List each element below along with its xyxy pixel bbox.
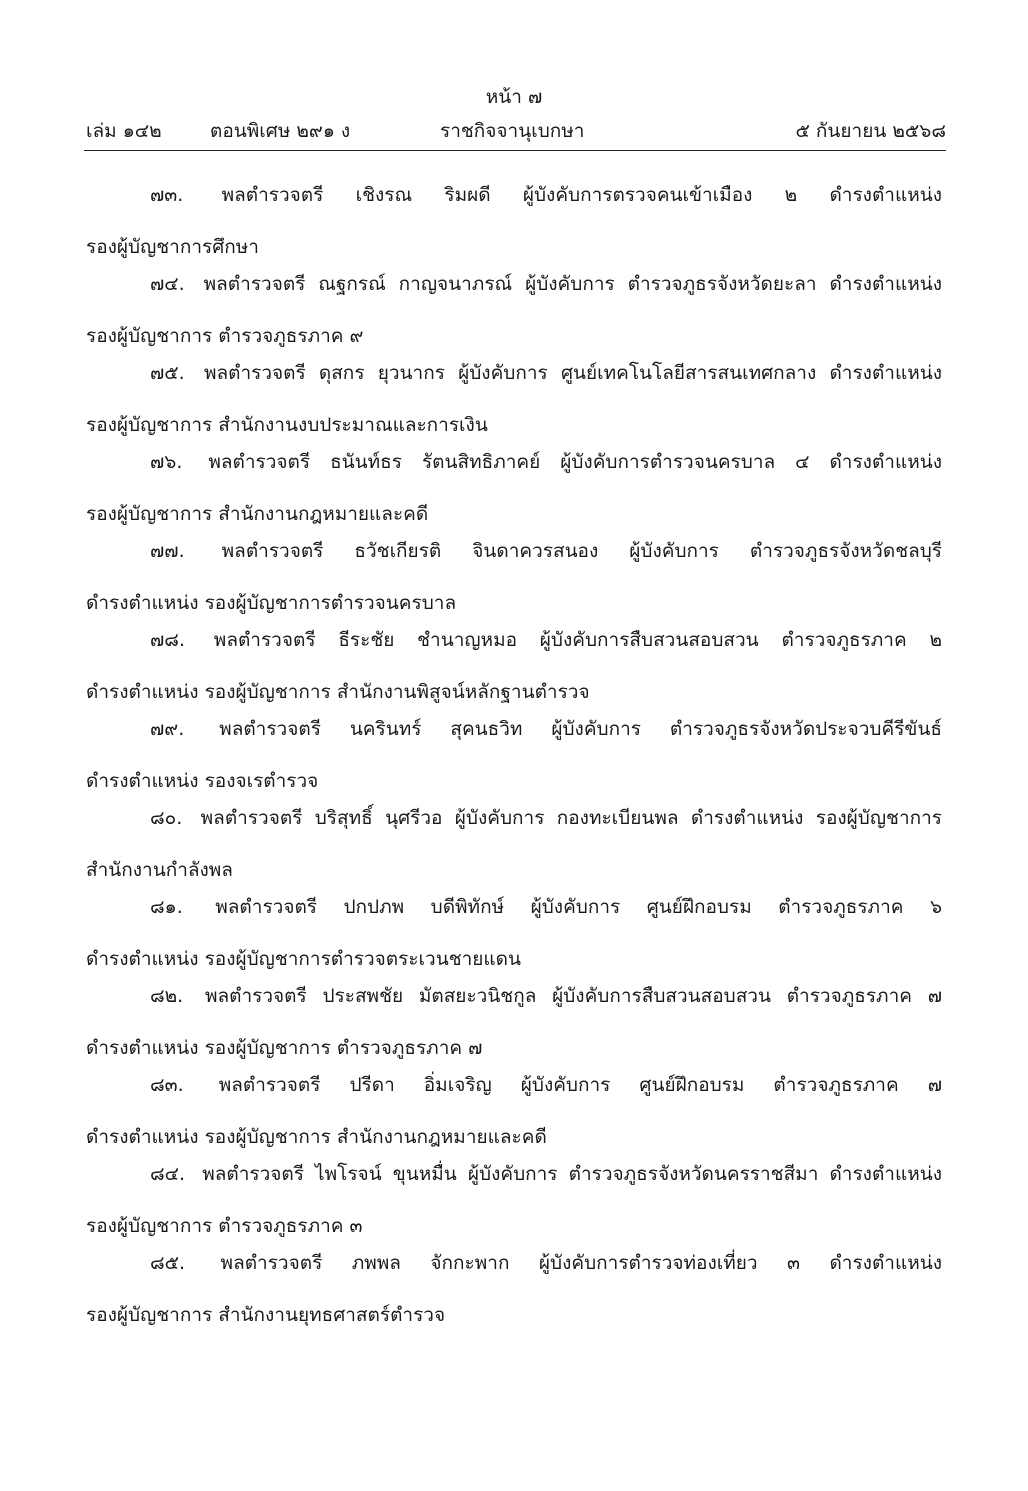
item-number: ๗๓. [150,184,184,206]
appointment-item [86,445,942,534]
page-number: หน้า ๗ [485,86,543,108]
appointment-position: รองผู้บัญชาการ สำนักงานงบประมาณและการเงิน [86,414,488,436]
appointment-item [86,1246,942,1335]
appointment-text: พลตำรวจตรี ภพพล จักกะพาก ผู้บังคับการตำรวจท่องเที่ยว ๓ ดำรงตำแหน่ง [220,1252,942,1274]
appointment-first-line [86,178,942,212]
appointment-item [86,534,942,623]
header-divider [84,150,946,151]
appointment-first-line [86,801,942,835]
appointment-list [86,178,942,1335]
appointment-text: พลตำรวจตรี ธนันท์ธร รัตนสิทธิภาคย์ ผู้บังคับการตำรวจนครบาล ๔ ดำรงตำแหน่ง [208,451,942,473]
appointment-position: รองผู้บัญชาการศึกษา [86,236,259,258]
appointment-item [86,801,942,890]
appointment-item [86,1157,942,1246]
appointment-text: พลตำรวจตรี บริสุทธิ์ นุศรีวอ ผู้บังคับการ กองทะเบียนพล ดำรงตำแหน่ง รองผู้บัญชาการ [200,807,942,829]
appointment-text: พลตำรวจตรี ธีระชัย ชำนาญหมอ ผู้บังคับการสืบสวนสอบสวน ตำรวจภูธรภาค ๒ [213,629,942,651]
appointment-item [86,1068,942,1157]
appointment-item [86,178,942,267]
appointment-position: สำนักงานกำลังพล [86,859,233,881]
item-number: ๗๙. [150,718,185,740]
appointment-first-line [86,623,942,657]
item-number: ๗๔. [150,273,185,295]
appointment-position: ดำรงตำแหน่ง รองจเรตำรวจ [86,770,319,792]
publication-date: ๕ กันยายน ๒๕๖๘ [795,120,946,142]
appointment-first-line [86,890,942,924]
appointment-item [86,623,942,712]
appointment-position: รองผู้บัญชาการ ตำรวจภูธรภาค ๓ [86,1215,363,1237]
appointment-first-line [86,712,942,746]
appointment-text: พลตำรวจตรี ประสพชัย มัตสยะวนิชกูล ผู้บังคับการสืบสวนสอบสวน ตำรวจภูธรภาค ๗ [205,985,942,1007]
appointment-text: พลตำรวจตรี ณฐกรณ์ กาญจนาภรณ์ ผู้บังคับการ ตำรวจภูธรจังหวัดยะลา ดำรงตำแหน่ง [203,273,942,295]
appointment-text: พลตำรวจตรี ไพโรจน์ ขุนหมื่น ผู้บังคับการ ตำรวจภูธรจังหวัดนครราชสีมา ดำรงตำแหน่ง [202,1163,942,1185]
appointment-first-line [86,1246,942,1280]
appointment-item [86,979,942,1068]
appointment-position: ดำรงตำแหน่ง รองผู้บัญชาการตำรวจตระเวนชายแดน [86,948,521,970]
appointment-first-line [86,979,942,1013]
item-number: ๘๒. [150,985,184,1007]
appointment-position: ดำรงตำแหน่ง รองผู้บัญชาการ ตำรวจภูธรภาค ๗ [86,1037,483,1059]
appointment-item [86,890,942,979]
appointment-first-line [86,267,942,301]
appointment-text: พลตำรวจตรี ดุสกร ยุวนากร ผู้บังคับการ ศูนย์เทคโนโลยีสารสนเทศกลาง ดำรงตำแหน่ง [203,362,942,384]
item-number: ๗๕. [150,362,185,384]
appointment-first-line [86,356,942,390]
appointment-item [86,712,942,801]
appointment-first-line [86,445,942,479]
appointment-first-line [86,1157,942,1191]
appointment-text: พลตำรวจตรี เชิงรณ ริมผดี ผู้บังคับการตรวจคนเข้าเมือง ๒ ดำรงตำแหน่ง [221,184,942,206]
appointment-text: พลตำรวจตรี ปกปภพ บดีพิทักษ์ ผู้บังคับการ ศูนย์ฝึกอบรม ตำรวจภูธรภาค ๖ [215,896,942,918]
item-number: ๗๗. [150,540,185,562]
item-number: ๘๔. [150,1163,186,1185]
volume-label: เล่ม ๑๔๒ [86,120,162,142]
item-number: ๘๑. [150,896,183,918]
appointment-first-line [86,1068,942,1102]
item-number: ๗๘. [150,629,185,651]
appointment-item [86,267,942,356]
journal-title: ราชกิจจานุเบกษา [440,120,585,142]
appointment-position: รองผู้บัญชาการ สำนักงานกฎหมายและคดี [86,503,429,525]
appointment-position: ดำรงตำแหน่ง รองผู้บัญชาการ สำนักงานกฎหมายและคดี [86,1126,547,1148]
appointment-text: พลตำรวจตรี นครินทร์ สุคนธวิท ผู้บังคับการ ตำรวจภูธรจังหวัดประจวบคีรีขันธ์ [219,718,942,740]
appointment-position: รองผู้บัญชาการ สำนักงานยุทธศาสตร์ตำรวจ [86,1304,446,1326]
item-number: ๗๖. [150,451,183,473]
appointment-first-line [86,534,942,568]
section-label: ตอนพิเศษ ๒๙๑ ง [210,120,351,142]
item-number: ๘๐. [150,807,183,829]
gazette-header [86,118,946,148]
appointment-item [86,356,942,445]
item-number: ๘๓. [150,1074,184,1096]
appointment-text: พลตำรวจตรี ธวัชเกียรติ จินดาควรสนอง ผู้บังคับการ ตำรวจภูธรจังหวัดชลบุรี [221,540,942,562]
appointment-position: ดำรงตำแหน่ง รองผู้บัญชาการ สำนักงานพิสูจน์หลักฐานตำรวจ [86,681,590,703]
appointment-position: รองผู้บัญชาการ ตำรวจภูธรภาค ๙ [86,325,364,347]
appointment-text: พลตำรวจตรี ปรีดา อิ่มเจริญ ผู้บังคับการ ศูนย์ฝึกอบรม ตำรวจภูธรภาค ๗ [218,1074,942,1096]
appointment-position: ดำรงตำแหน่ง รองผู้บัญชาการตำรวจนครบาล [86,592,457,614]
item-number: ๘๕. [150,1252,186,1274]
